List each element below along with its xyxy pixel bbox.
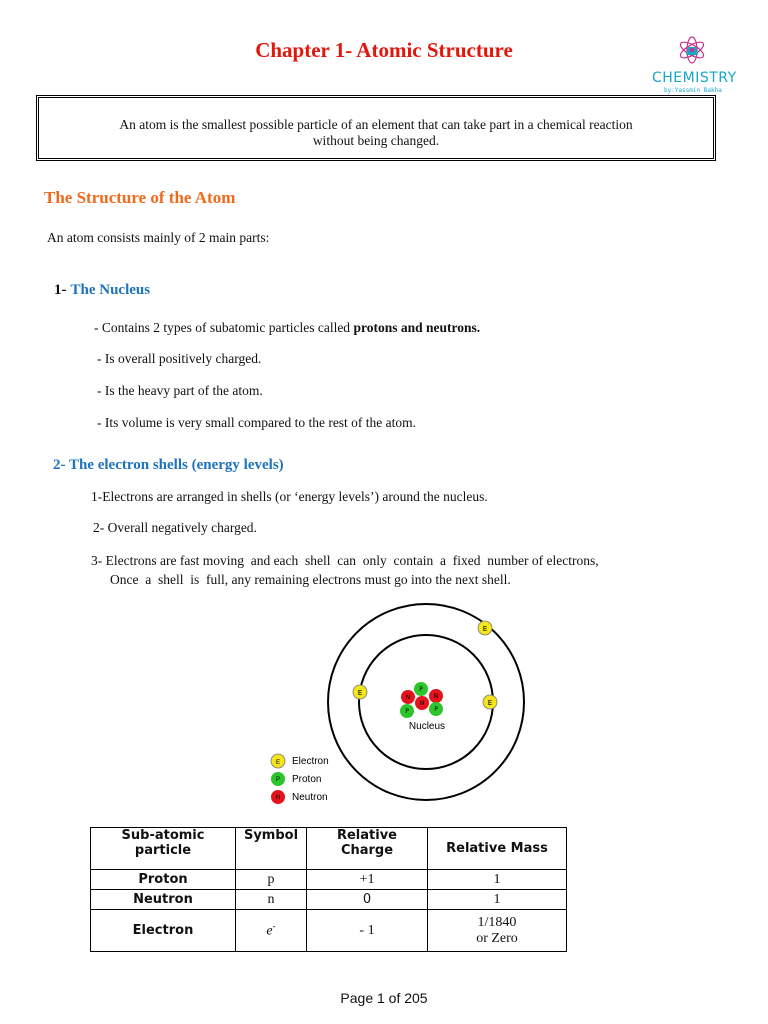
svg-text:E: E bbox=[487, 699, 493, 707]
header-particle-line-2: particle bbox=[134, 843, 192, 858]
svg-text:P: P bbox=[434, 706, 438, 713]
header-particle-line-1: Sub-atomic bbox=[121, 828, 205, 843]
particle-mass: 1 bbox=[428, 890, 567, 910]
header-charge-line-2: Charge bbox=[340, 843, 394, 858]
nucleus-label: Nucleus bbox=[408, 721, 446, 732]
particle-name: Neutron bbox=[91, 890, 236, 910]
shells-point-3-line-1: 3- Electrons are fast moving and each shell can only contain a fixed number of electrons, bbox=[91, 553, 599, 568]
table-row bbox=[91, 890, 567, 910]
nucleus-point-1-bold: protons and neutrons. bbox=[353, 320, 481, 335]
electron-left bbox=[353, 685, 367, 699]
definition-line-2: without being changed. bbox=[312, 133, 440, 148]
shells-point-2: 2- Overall negatively charged. bbox=[93, 520, 257, 535]
svg-text:P: P bbox=[419, 686, 423, 693]
mass-line-1: 1/1840 bbox=[477, 914, 517, 930]
header-charge bbox=[307, 828, 428, 870]
neutron-3 bbox=[415, 696, 429, 710]
logo-wordmark: CHEMISTRY bbox=[652, 70, 737, 86]
atom-icon bbox=[678, 37, 706, 63]
legend-proton bbox=[271, 772, 321, 786]
table-header-row bbox=[91, 828, 567, 870]
svg-text:N: N bbox=[419, 700, 425, 707]
particle-name: Proton bbox=[91, 870, 236, 890]
legend-electron bbox=[271, 754, 329, 768]
header-charge-line-1: Relative bbox=[336, 828, 398, 843]
legend-electron-label: Electron bbox=[292, 756, 329, 767]
symbol-superscript: - bbox=[272, 921, 276, 932]
nucleus-point-3: - Is the heavy part of the atom. bbox=[97, 383, 263, 398]
atom-diagram bbox=[255, 600, 575, 810]
header-particle bbox=[91, 828, 236, 870]
symbol-base: e bbox=[266, 923, 273, 939]
svg-text:N: N bbox=[275, 795, 281, 801]
electron-outer bbox=[478, 621, 492, 635]
particle-charge: 0 bbox=[307, 890, 428, 910]
svg-text:N: N bbox=[433, 693, 439, 700]
particle-charge: +1 bbox=[307, 870, 428, 890]
svg-text:P: P bbox=[275, 777, 281, 783]
nucleus-point-2: - Is overall positively charged. bbox=[97, 351, 262, 366]
nucleus-cluster bbox=[400, 682, 443, 718]
header-mass: Relative Mass bbox=[428, 828, 567, 870]
section-heading-structure: The Structure of the Atom bbox=[44, 188, 236, 207]
particle-charge: - 1 bbox=[307, 910, 428, 952]
structure-intro: An atom consists mainly of 2 main parts: bbox=[47, 230, 270, 245]
nucleus-point-1-text: - Contains 2 types of subatomic particles called bbox=[94, 320, 354, 335]
legend bbox=[271, 754, 329, 804]
nucleus-point-4: - Its volume is very small compared to the rest of the atom. bbox=[97, 415, 417, 430]
particle-mass: 1 bbox=[428, 870, 567, 890]
proton-1 bbox=[414, 682, 428, 696]
svg-text:N: N bbox=[405, 694, 411, 701]
table-row bbox=[91, 910, 567, 952]
shells-point-3-line-2: Once a shell is full, any remaining electrons must go into the next shell. bbox=[110, 572, 511, 587]
neutron-1 bbox=[401, 690, 415, 704]
proton-2 bbox=[400, 704, 414, 718]
shells-point-1: 1-Electrons are arranged in shells (or ‘energy levels’) around the nucleus. bbox=[91, 489, 488, 504]
nucleus-number: 1- bbox=[54, 282, 67, 298]
neutron-2 bbox=[429, 689, 443, 703]
page-number: Page 1 of 205 bbox=[340, 990, 428, 1006]
particle-symbol bbox=[236, 910, 307, 952]
svg-text:E: E bbox=[275, 760, 281, 766]
particle-mass bbox=[428, 910, 567, 952]
header-symbol: Symbol bbox=[236, 828, 307, 870]
definition-line-1: An atom is the smallest possible particle of an element that can take part in a chemical reaction bbox=[119, 117, 633, 132]
legend-proton-label: Proton bbox=[292, 774, 322, 785]
mass-line-2: or Zero bbox=[476, 930, 518, 946]
particle-symbol: n bbox=[236, 890, 307, 910]
nucleus-title: The Nucleus bbox=[70, 282, 151, 298]
shells-heading: 2- The electron shells (energy levels) bbox=[53, 457, 284, 473]
nucleus-point-1 bbox=[94, 320, 480, 336]
page-title: Chapter 1- Atomic Structure bbox=[255, 38, 513, 62]
particle-name: Electron bbox=[91, 910, 236, 952]
legend-neutron-label: Neutron bbox=[292, 792, 328, 803]
legend-neutron bbox=[271, 790, 328, 804]
svg-text:P: P bbox=[405, 708, 409, 715]
definition-text bbox=[40, 117, 712, 149]
svg-text:E: E bbox=[482, 625, 488, 633]
table-row bbox=[91, 870, 567, 890]
logo-byline: by:Yassmin Bakha bbox=[664, 87, 722, 94]
nucleus-heading bbox=[54, 281, 150, 299]
svg-text:E: E bbox=[357, 689, 363, 697]
subatomic-particles-table bbox=[90, 827, 567, 952]
electron-right bbox=[483, 695, 497, 709]
proton-3 bbox=[429, 702, 443, 716]
particle-symbol: p bbox=[236, 870, 307, 890]
